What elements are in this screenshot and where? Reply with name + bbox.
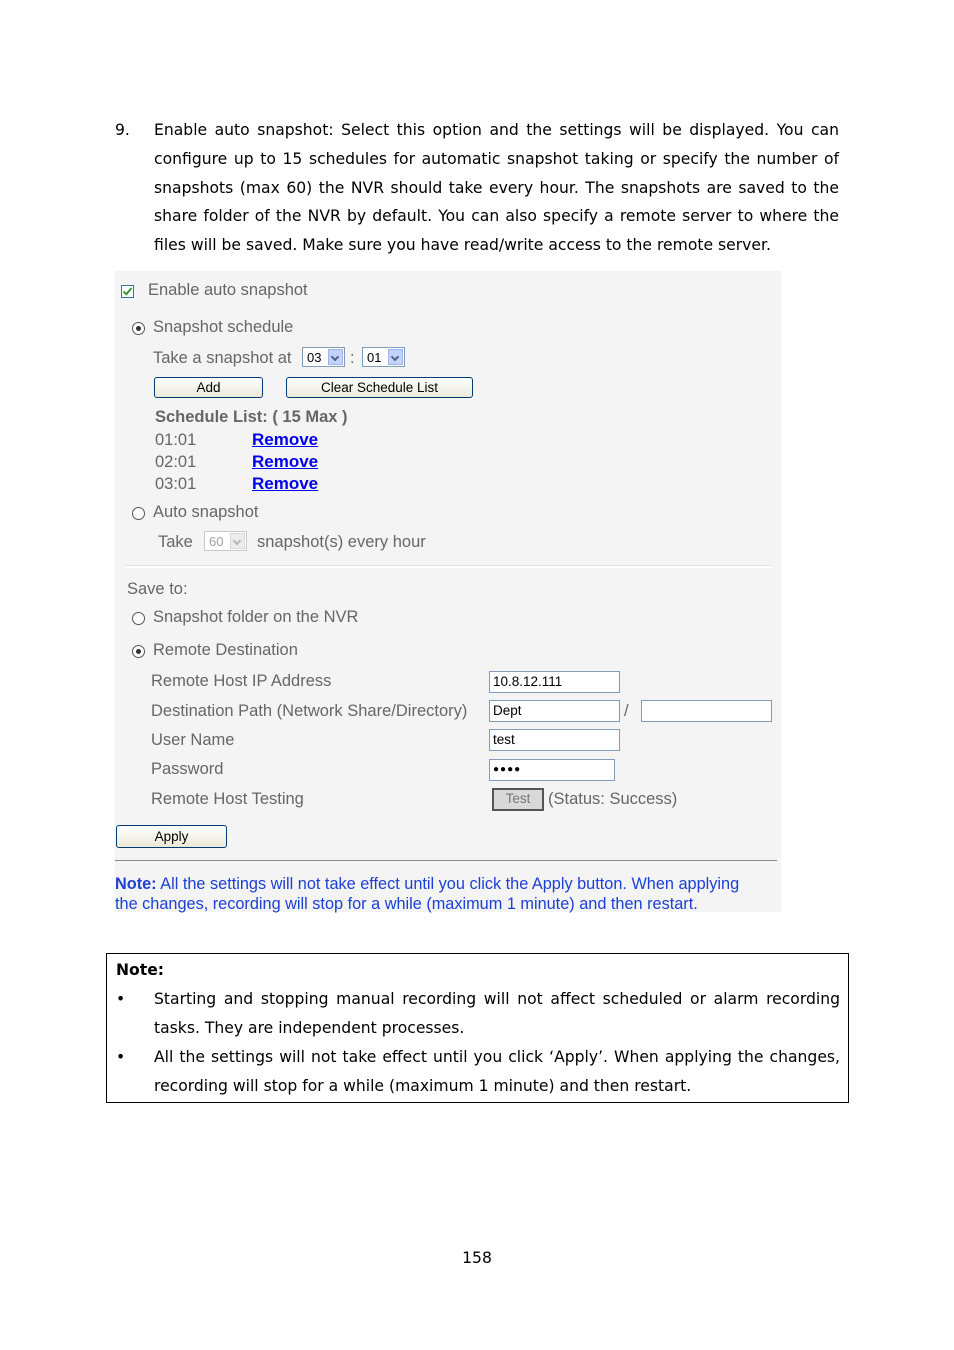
apply-button[interactable]: Apply <box>116 825 227 848</box>
minute-select[interactable] <box>362 347 405 367</box>
auto-snapshot-label: Auto snapshot <box>153 503 259 521</box>
remove-link[interactable]: Remove <box>252 474 319 493</box>
note-box <box>106 953 849 1103</box>
password-label: Password <box>151 760 224 778</box>
nvr-folder-radio[interactable] <box>132 612 145 625</box>
page-number: 158 <box>462 1249 492 1267</box>
bullet: • <box>116 990 126 1008</box>
bullet: • <box>116 1048 126 1066</box>
test-status: (Status: Success) <box>548 790 678 808</box>
hour-value: 03 <box>307 350 322 365</box>
remove-link[interactable]: Remove <box>252 452 319 471</box>
remote-destination-radio[interactable] <box>132 645 145 658</box>
minute-value: 01 <box>367 350 382 365</box>
snapshots-every-hour-label: snapshot(s) every hour <box>257 533 426 551</box>
remove-link[interactable]: Remove <box>252 430 319 449</box>
enable-auto-snapshot-checkbox[interactable] <box>121 285 134 298</box>
user-name-input[interactable]: test <box>489 729 620 751</box>
save-to-label: Save to: <box>127 580 188 598</box>
intro-paragraph <box>115 116 839 260</box>
snapshots-per-hour-value: 60 <box>209 534 224 549</box>
chevron-down-icon <box>328 349 343 365</box>
section-divider <box>125 565 772 568</box>
destination-subpath-input[interactable] <box>641 700 772 722</box>
add-button[interactable]: Add <box>154 377 263 398</box>
snapshot-schedule-radio[interactable] <box>132 322 145 335</box>
remote-host-ip-input[interactable]: 10.8.12.111 <box>489 671 620 693</box>
note-item: Starting and stopping manual recording will not affect scheduled or alarm recording tasks. They are independent processes. <box>154 990 840 1037</box>
user-name-label: User Name <box>151 731 235 749</box>
auto-snapshot-radio[interactable] <box>132 507 145 520</box>
clear-schedule-list-button[interactable]: Clear Schedule List <box>286 377 473 398</box>
intro-text: Enable auto snapshot: Select this option and the settings will be displayed. You can configure up to 15 schedules for automatic snapshot taking or specify the number of snapshots (max 60) the NVR should take every hour. The snapshots are saved to the share folder of the NVR by default. You can also specify a remote server to where the files will be saved. Make sure you have read/write access to the remote server. <box>154 121 839 255</box>
snapshots-per-hour-select[interactable] <box>204 531 247 551</box>
note-title: Note: <box>116 961 165 979</box>
schedule-time: 01:01 <box>155 431 197 449</box>
snapshot-schedule-label: Snapshot schedule <box>153 318 294 336</box>
destination-path-input[interactable]: Dept <box>489 700 620 722</box>
schedule-list-title: Schedule List: ( 15 Max ) <box>155 408 348 426</box>
path-separator: / <box>624 702 629 720</box>
password-input[interactable]: ●●●● <box>489 759 615 781</box>
nvr-folder-label: Snapshot folder on the NVR <box>153 608 359 626</box>
take-snapshot-at-label: Take a snapshot at <box>153 349 292 367</box>
note-item: All the settings will not take effect until you click ‘Apply’. When applying the changes, recording will stop for a while (maximum 1 minute) and then restart. <box>154 1048 840 1095</box>
test-button[interactable]: Test <box>492 788 544 811</box>
time-colon: : <box>350 349 355 367</box>
take-label: Take <box>158 533 193 551</box>
note-line-2: the changes, recording will stop for a while (maximum 1 minute) and then restart. <box>115 895 698 913</box>
chevron-down-icon <box>388 349 403 365</box>
item-number: 9. <box>115 121 130 139</box>
remote-destination-label: Remote Destination <box>153 641 298 659</box>
schedule-time: 03:01 <box>155 475 197 493</box>
snapshot-settings-panel <box>115 271 781 912</box>
note-prefix: Note: <box>115 875 157 893</box>
remote-host-testing-label: Remote Host Testing <box>151 790 304 808</box>
remote-host-ip-label: Remote Host IP Address <box>151 672 332 690</box>
note-line-1: All the settings will not take effect until you click the Apply button. When applying <box>160 875 740 893</box>
panel-note <box>115 874 781 914</box>
destination-path-label: Destination Path (Network Share/Directory) <box>151 702 468 720</box>
chevron-down-icon <box>230 533 245 549</box>
enable-auto-snapshot-label: Enable auto snapshot <box>148 281 308 299</box>
hour-select[interactable] <box>302 347 345 367</box>
note-divider <box>115 860 777 861</box>
schedule-time: 02:01 <box>155 453 197 471</box>
